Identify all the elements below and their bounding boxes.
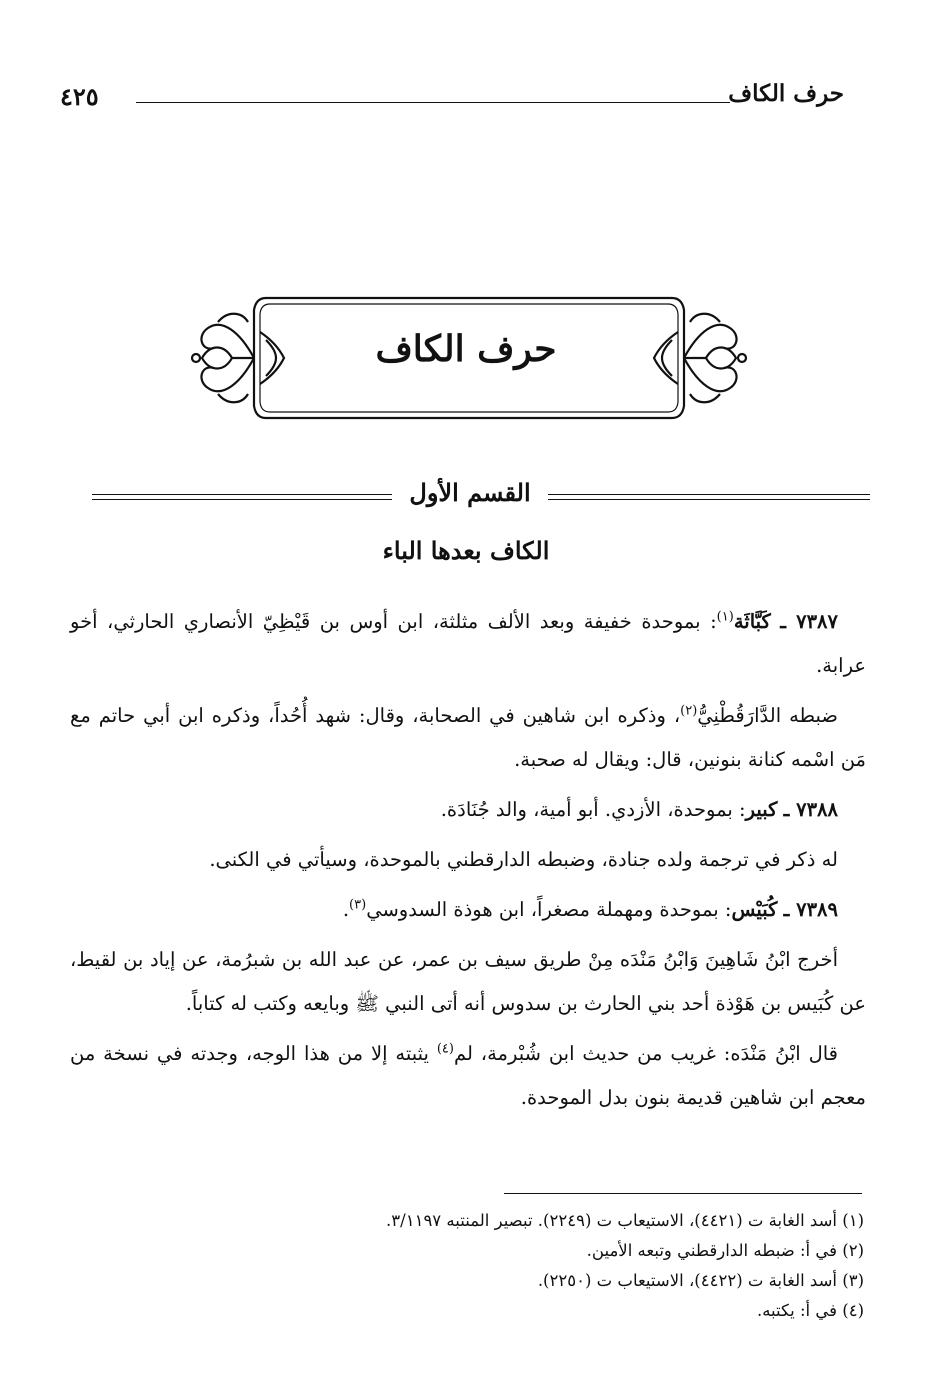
entry-number: ٧٣٨٩ ـ — [783, 898, 838, 921]
paragraph-text: ، وذكره ابن شاهين في الصحابة، وقال: شهد أُحُداً، وذكره ابن أبي حاتم مع مَن اسْمه كنانة بنونين، قال: ويقال له صحبة. — [70, 704, 866, 771]
paragraph-text: له ذكر في ترجمة ولده جنادة، وضبطه الدارقطني بالموحدة، وسيأتي في الكنى. — [209, 848, 838, 871]
footnote-ref: (٢) — [680, 703, 698, 719]
entry-7388 — [70, 788, 866, 832]
footnote: (٤) في أ: يكتبه. — [756, 1301, 864, 1320]
footnotes — [70, 1206, 864, 1326]
entry-text-end: . — [342, 898, 350, 921]
paragraph-text: يثبته إلا من هذا الوجه، وجدته في نسخة من معجم ابن شاهين قديمة بنون بدل الموحدة. — [70, 1042, 866, 1109]
entry-number: ٧٣٨٨ ـ — [783, 798, 838, 821]
footnote-ref: (٣) — [349, 897, 367, 913]
chapter-title: حرف الكاف — [375, 328, 557, 370]
entry-text: : بموحدة، الأزدي. أبو أمية، والد جُنَادَة. — [440, 798, 746, 821]
entry-number: ٧٣٨٧ ـ — [780, 610, 838, 633]
paragraph-text: ضبطه الدَّارَقُطْنِيُّ — [697, 704, 838, 727]
footnote-rule — [504, 1193, 862, 1194]
entry-text: : بموحدة ومهملة مصغراً، ابن هوذة السدوسي — [366, 898, 732, 921]
footnote-ref: (١) — [716, 609, 734, 625]
paragraph — [70, 1032, 866, 1120]
page-number: ٤٢٥ — [60, 82, 99, 111]
entry-name: كَبَّاثَة — [733, 610, 771, 633]
paragraph — [70, 694, 866, 782]
section-rule-left — [92, 494, 392, 500]
footnote: (٣) أسد الغابة ت (٤٤٢٢)، الاستيعاب ت (٢٢٥٠). — [537, 1271, 864, 1290]
section-rule-right — [548, 494, 870, 500]
entry-text: : بموحدة خفيفة وبعد الألف مثلثة، ابن أوس بن قَيْظِيّ الأنصاري الحارثي، أخو عرابة. — [70, 610, 866, 677]
section-heading-row — [92, 478, 870, 518]
footnote-ref: (٤) — [436, 1041, 454, 1057]
paragraph — [70, 938, 866, 1026]
entry-name: كُبَيْس — [731, 898, 778, 921]
paragraph — [70, 838, 866, 882]
footnote: (٢) في أ: ضبطه الدارقطني وتبعه الأمين. — [586, 1241, 864, 1260]
entry-name: كبير — [745, 798, 778, 821]
subsection-title: الكاف بعدها الباء — [382, 536, 550, 565]
header-rule — [136, 102, 730, 103]
running-title: حرف الكاف — [728, 80, 844, 107]
entry-7389 — [70, 888, 866, 932]
paragraph-text: أخرج ابْنُ شَاهِينَ وَابْنُ مَنْدَه مِنْ طريق سيف بن عمر، عن عبد الله بن شبرُمة، عن إياد بن لقيط، عن كُبَيس بن هَوْذة أحد بني الحارث بن سدوس أنه أتى النبي ﷺ وبايعه وكتب له كتاباً. — [70, 948, 866, 1015]
entry-7387 — [70, 600, 866, 688]
body-text — [70, 600, 866, 1126]
paragraph-text: قال ابْنُ مَنْدَه: غريب من حديث ابن شُبْرمة، لم — [453, 1042, 838, 1065]
section-title: القسم الأول — [409, 478, 531, 507]
footnote: (١) أسد الغابة ت (٤٤٢١)، الاستيعاب ت (٢٢٤٩). تبصير المنتبه ٣/١١٩٧. — [386, 1211, 864, 1230]
